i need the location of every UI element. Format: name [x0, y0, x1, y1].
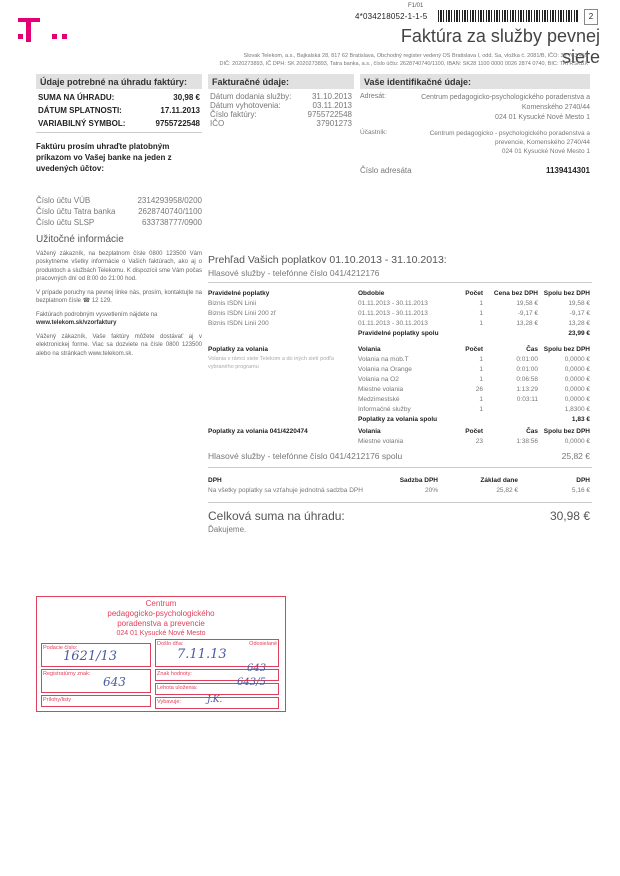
service-total-value: 25,82 € — [561, 451, 590, 461]
handwritten-lehota: 643/5 — [237, 677, 266, 688]
handwritten-vybavuje: J.K. — [207, 695, 223, 705]
stamp-field-label: Registratúrny znak: — [43, 671, 91, 677]
cell: 1 — [479, 366, 483, 373]
service-total-row — [208, 451, 590, 461]
account-label: Číslo účtu VÚB — [36, 196, 91, 205]
registry-stamp — [36, 596, 286, 712]
stamp-line: poradenstva a prevencie — [117, 619, 205, 628]
cell: Volania na mob.T — [358, 356, 409, 363]
col-period: Obdobie — [358, 290, 385, 297]
col-vat: DPH — [208, 477, 222, 484]
page-number: 2 — [584, 9, 598, 25]
invoice-row — [210, 110, 352, 119]
col-count: Počet — [465, 346, 483, 353]
company-line-1: Slovak Telekom, a.s., Bajkalská 28, 817 62 Bratislava, Obchodný register vedený OS Bratislava I, odd. Sa, vložka č. 2081/B, IČO: 35 763 469 — [243, 53, 588, 59]
sum-label: Pravidelné poplatky spolu — [358, 330, 439, 337]
cell: 1 — [479, 310, 483, 317]
handwritten-znak: 643 — [247, 663, 267, 674]
call-fees-2-table — [208, 427, 592, 447]
stamp-field-label: Lehota uloženia: — [157, 685, 198, 691]
vzorfaktury-link[interactable]: www.telekom.sk/vzorfaktury — [36, 320, 117, 326]
col-calls: Volania — [358, 346, 381, 353]
cell: 1 — [479, 396, 483, 403]
cell: 1 — [479, 376, 483, 383]
cell: 26 — [475, 386, 483, 393]
table-row — [358, 375, 590, 385]
table-row — [208, 437, 592, 447]
account-row — [36, 196, 202, 205]
due-date-value: 17.11.2013 — [160, 106, 200, 115]
cell: Medzimestské — [358, 396, 400, 403]
cell: 0,0000 € — [564, 386, 590, 393]
address-line: Komenského 2740/44 — [521, 104, 590, 111]
telekom-logo — [18, 16, 78, 46]
cell: Biznis ISDN Linii 200 — [208, 320, 269, 327]
invoice-row — [210, 92, 352, 101]
participant-line: 024 01 Kysucké Nové Mesto 1 — [501, 148, 590, 155]
payment-note: Faktúru prosím uhraďte platobným príkazom vo Vašej banke na jeden z uvedených účtov: — [36, 142, 172, 173]
call-fees-sum — [208, 415, 592, 425]
stamp-line: pedagogicko-psychologického — [107, 609, 215, 618]
stamp-field-label: Podacie číslo: — [43, 645, 78, 651]
thanks-text: Ďakujeme. — [208, 525, 247, 534]
variable-symbol-row — [38, 119, 200, 128]
page-title: Faktúra za služby pevnej siete — [400, 26, 600, 67]
col-rate: Sadzba DPH — [399, 477, 438, 484]
cell: Na všetky poplatky sa vzťahuje jednotná sadzba DPH — [208, 487, 363, 494]
regular-fees-heading: Pravidelné poplatky — [208, 290, 270, 297]
overview-title: Prehľad Vašich poplatkov 01.10.2013 - 31.10.2013: — [208, 254, 447, 266]
address-line: Centrum pedagogicko-psychologického poradenstva a — [421, 94, 590, 101]
account-row — [36, 207, 202, 216]
cell: Biznis ISDN Linii 200 zľ — [208, 310, 276, 317]
grand-total-value: 30,98 € — [549, 509, 590, 523]
useful-info-section — [36, 236, 202, 358]
cell: Volania na O2 — [358, 376, 399, 383]
cell: 0,0000 € — [564, 438, 590, 445]
cell: 19,58 € — [516, 300, 538, 307]
invoice-label: IČO — [210, 119, 225, 128]
address-line: 024 01 Kysucké Nové Mesto 1 — [495, 114, 590, 121]
due-date-label: DÁTUM SPLATNOSTI: — [38, 106, 122, 115]
cell: 1 — [479, 356, 483, 363]
amount-label: SUMA NA ÚHRADU: — [38, 93, 115, 102]
cell: 01.11.2013 - 30.11.2013 — [358, 310, 428, 317]
col-calls: Volania — [358, 428, 381, 435]
cell: 1:38:56 — [516, 438, 538, 445]
cell: 0:01:00 — [516, 356, 538, 363]
cell: Volania na Orange — [358, 366, 412, 373]
regular-fees-table — [208, 289, 592, 339]
cell: Miestne volania — [358, 386, 404, 393]
useful-info-p4: Vážený zákazník, Vaše faktúry môžete dostávať aj v elektronickej forme. Viac sa dozviete na čísle 0800 123500 alebo na stránkach www.telekom.sk. — [36, 333, 202, 357]
col-count: Počet — [465, 428, 483, 435]
invoice-label: Dátum vyhotovenia: — [210, 101, 281, 110]
cell: 1 — [479, 300, 483, 307]
col-time: Čas — [526, 428, 538, 435]
cell: 1 — [479, 320, 483, 327]
account-value: 2628740740/1100 — [138, 207, 202, 216]
table-row — [208, 299, 592, 309]
cell — [483, 405, 538, 415]
col-time: Čas — [526, 346, 538, 353]
stamp-line: 024 01 Kysucké Nové Mesto — [116, 630, 206, 637]
cell: 0,0000 € — [564, 356, 590, 363]
cell: -9,17 € — [517, 310, 538, 317]
invoice-value: 31.10.2013 — [311, 92, 352, 101]
table-row — [208, 309, 592, 319]
col-total: Spolu bez DPH — [543, 346, 590, 353]
cell: 23 — [475, 438, 483, 445]
cell: 19,58 € — [568, 300, 590, 307]
overview-subtitle: Hlasové služby - telefónne číslo 041/4212176 — [208, 268, 380, 278]
service-total-label: Hlasové služby - telefónne číslo 041/4212176 spolu — [208, 451, 403, 461]
company-info — [150, 52, 588, 68]
stamp-field-label: Došlo dňa: — [157, 641, 184, 647]
cell: 25,82 € — [496, 487, 518, 494]
cell: 1 — [479, 406, 483, 413]
invoice-value: 03.11.2013 — [312, 101, 352, 110]
col-count: Počet — [465, 290, 483, 297]
invoice-value: 37901273 — [316, 119, 352, 128]
table-row — [358, 395, 590, 405]
stamp-line: Centrum — [145, 599, 177, 608]
vat-table — [208, 476, 592, 496]
useful-info-p1: Vážený zákazník, na bezplatnom čísle 0800 123500 Vám poskytneme všetky informácie o Vašich faktúrach, ako aj o produktoch a službách Telekomu. K dispozícii sme Vám počas pracovných dní od 8:00 do 21:00 hod. — [36, 250, 202, 282]
sum-value: 23,99 € — [568, 330, 590, 337]
variable-symbol-label: VARIABILNÝ SYMBOL: — [38, 119, 126, 128]
participant-label: Účastník: — [360, 129, 388, 136]
call-fees-table — [208, 345, 592, 425]
cell: 0,0000 € — [564, 366, 590, 373]
participant-line: Centrum pedagogicko - psychologického poradenstva a — [429, 130, 590, 137]
stamp-field-label: Prílohy/listy — [43, 697, 72, 703]
address-label: Adresát: — [360, 93, 387, 100]
cell: -9,17 € — [569, 310, 590, 317]
invoice-row — [210, 119, 352, 128]
cell: 0,0000 € — [564, 396, 590, 403]
handwritten-registr: 643 — [103, 675, 126, 689]
variable-symbol-value: 9755722548 — [155, 119, 200, 128]
stamp-field-label: Znak hodnoty: — [157, 671, 192, 677]
invoice-title: Fakturačné údaje: — [208, 74, 354, 89]
payment-section — [36, 74, 202, 227]
table-row — [358, 355, 590, 365]
account-value: 633738777/0900 — [141, 218, 202, 227]
cell: 0:03:11 — [516, 396, 538, 403]
invoice-row — [210, 101, 352, 110]
cell: 13,28 € — [568, 320, 590, 327]
cell: 0,0000 € — [564, 376, 590, 383]
col-base: Základ dane — [480, 477, 518, 484]
page-code: F1/01 — [408, 3, 424, 9]
invoice-label: Dátum dodania služby: — [210, 92, 292, 101]
table-row — [358, 385, 590, 395]
addressee-number: 1139414301 — [545, 166, 590, 175]
amount-value: 30,98 € — [173, 93, 200, 102]
handwritten-dosle: 7.11.13 — [177, 647, 227, 662]
cell: Miestne volania — [358, 438, 404, 445]
amount-row — [38, 93, 200, 102]
addressee-number-label: Číslo adresáta — [360, 166, 412, 175]
col-price: Cena bez DPH — [493, 290, 538, 297]
account-row — [36, 218, 202, 227]
useful-info-p2: V prípade poruchy na pevnej linke nás, prosím, kontaktujte na bezplatnom čísle ☎ 12 129. — [36, 289, 202, 304]
cell: 20% — [424, 487, 438, 494]
identification-title: Vaše identifikačné údaje: — [360, 74, 590, 89]
cell: 1:13:29 — [516, 386, 538, 393]
table-row — [208, 486, 592, 496]
sum-label: Poplatky za volania spolu — [358, 416, 438, 423]
overview-section — [208, 254, 592, 534]
regular-fees-sum — [208, 329, 592, 339]
payment-title: Údaje potrebné na úhradu faktúry: — [36, 74, 202, 89]
identification-section — [360, 74, 590, 175]
cell: 13,28 € — [516, 320, 538, 327]
cell: 5,16 € — [571, 487, 590, 494]
stamp-field-label: Odosielané — [249, 641, 277, 647]
cell: Biznis ISDN Linii — [208, 300, 257, 307]
barcode-number: 4*034218052-1-1-5 — [355, 12, 428, 21]
table-row — [208, 319, 592, 329]
invoice-value: 9755722548 — [307, 110, 352, 119]
call-fees-note: Volania v rámci siete Telekom a do iných sietí podľa vybraného programu — [208, 356, 334, 370]
cell: 01.11.2013 - 30.11.2013 — [358, 300, 428, 307]
handwritten-podacie: 1621/13 — [63, 649, 118, 664]
grand-total-row — [208, 509, 590, 523]
cell: 0:06:58 — [516, 376, 538, 383]
useful-info-title: Užitočné informácie — [36, 234, 124, 245]
invoice-label: Číslo faktúry: — [210, 110, 257, 119]
cell: 1,8300 € — [564, 406, 590, 413]
barcode — [438, 10, 578, 22]
cell: 0:01:00 — [516, 366, 538, 373]
table-row — [358, 405, 590, 415]
cell: 01.11.2013 - 30.11.2013 — [358, 320, 428, 327]
account-label: Číslo účtu Tatra banka — [36, 207, 116, 216]
due-date-row — [38, 106, 200, 115]
invoice-section — [208, 74, 354, 131]
col-total: Spolu bez DPH — [543, 290, 590, 297]
col-vat-amount: DPH — [576, 477, 590, 484]
company-line-2: DIČ: 2020273893, IČ DPH: SK 2020273893, Tatra banka, a.s., číslo účtu: 2628740740/1100, IBAN: SK28 1100 0000 0026 2874 0740, BIC: TATRSKBX — [219, 61, 588, 67]
col-total: Spolu bez DPH — [543, 428, 590, 435]
account-value: 2314293958/0200 — [137, 196, 202, 205]
grand-total-label: Celková suma na úhradu: — [208, 509, 345, 523]
sum-value: 1,83 € — [571, 416, 590, 423]
call-fees-2-heading: Poplatky za volania 041/4220474 — [208, 428, 308, 435]
account-label: Číslo účtu SLSP — [36, 218, 95, 227]
cell: Informačné služby — [358, 406, 411, 413]
stamp-field-label: Vybavuje: — [157, 699, 181, 705]
call-fees-heading: Poplatky za volania — [208, 346, 268, 353]
table-row — [358, 365, 590, 375]
participant-line: prevencie, Komenského 2740/44 — [494, 139, 590, 146]
useful-info-p3: Faktúrach podrobným vysvetlením nájdete na — [36, 311, 158, 318]
